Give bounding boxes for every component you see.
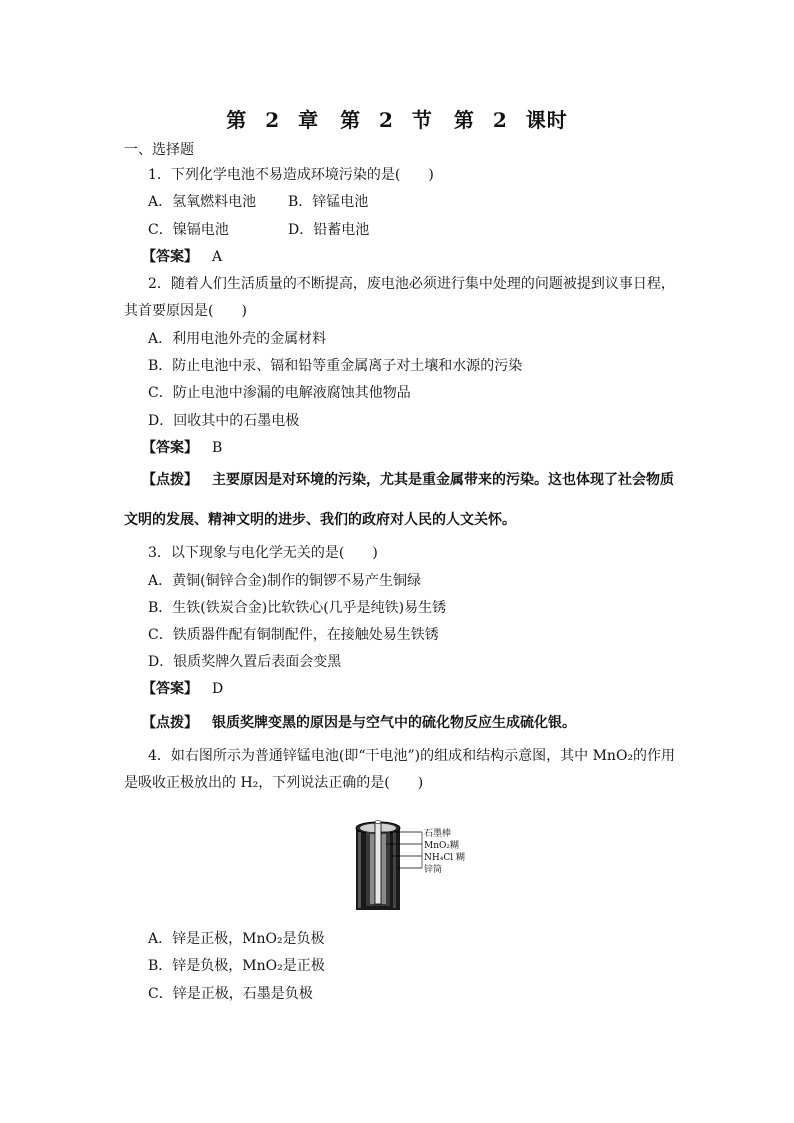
q1-option-c: C．镍镉电池 (148, 222, 229, 238)
can-shadow (393, 832, 396, 908)
q3-stem: 3．以下现象与电化学无关的是( ) (148, 545, 378, 561)
section-heading: 一、选择题 (124, 142, 194, 158)
q2-answer (142, 438, 222, 458)
q3-option-b: B．生铁(铁炭合金)比软铁心(几乎是纯铁)易生锈 (148, 600, 447, 616)
q1-option-b: B．锌锰电池 (288, 194, 369, 210)
q3-option-c: C．铁质器件配有铜制配件，在接触处易生铁锈 (148, 627, 439, 643)
label-mno2-paste: MnO₂糊 (424, 841, 459, 851)
tip-tag: 【点拨】 (142, 715, 198, 731)
q4-option-a: A．锌是正极，MnO₂是负极 (148, 931, 325, 947)
tip-tag: 【点拨】 (142, 472, 198, 488)
q3-option-a: A．黄铜(铜锌合金)制作的铜锣不易产生铜绿 (148, 573, 422, 589)
tip-text: 主要原因是对环境的污染，尤其是重金属带来的污染。这也体现了社会物质 (212, 472, 674, 488)
label-graphite-rod: 石墨棒 (424, 829, 452, 839)
answer-tag: 【答案】 (142, 440, 198, 456)
answer-tag: 【答案】 (142, 681, 198, 697)
q2-option-a: A．利用电池外壳的金属材料 (148, 331, 327, 347)
dry-cell-diagram (352, 818, 472, 914)
label-nh4cl-paste: NH₄Cl 糊 (424, 853, 465, 863)
q1-option-d: D．铅蓄电池 (288, 222, 370, 238)
q4-option-b: B．锌是负极，MnO₂是正极 (148, 958, 325, 974)
q4-option-c: C．锌是正极，石墨是负极 (148, 986, 313, 1002)
answer-value: A (212, 249, 223, 265)
q1-option-a: A．氢氧燃料电池 (148, 194, 257, 210)
q2-tip-line2: 文明的发展、精神文明的进步、我们的政府对人民的人文关怀。 (124, 512, 516, 528)
answer-tag: 【答案】 (142, 249, 198, 265)
answer-value: B (212, 440, 223, 456)
can-highlight (358, 832, 361, 908)
q2-stem-line2: 其首要原因是( ) (124, 303, 247, 319)
q2-option-d: D．回收其中的石墨电极 (148, 413, 300, 429)
q1-answer (142, 247, 222, 267)
q2-option-c: C．防止电池中渗漏的电解液腐蚀其他物品 (148, 385, 411, 401)
label-zinc-can: 锌筒 (424, 865, 443, 875)
answer-value: D (212, 681, 224, 697)
q3-option-d: D．银质奖牌久置后表面会变黑 (148, 654, 342, 670)
tip-text: 银质奖牌变黑的原因是与空气中的硫化物反应生成硫化银。 (212, 715, 576, 731)
q4-stem-line1: 4．如右图所示为普通锌锰电池(即“干电池”)的组成和结构示意图，其中 MnO₂的作用 (148, 748, 676, 764)
q2-tip-line1 (142, 470, 674, 490)
page-title: 第 2 章 第 2 节 第 2 课时 (226, 108, 568, 132)
q4-stem-line2: 是吸收正极放出的 H₂，下列说法正确的是( ) (124, 775, 424, 791)
q3-tip (142, 713, 576, 733)
q2-stem-line1: 2．随着人们生活质量的不断提高，废电池必须进行集中处理的问题被提到议事日程， (148, 276, 675, 292)
q2-option-b: B．防止电池中汞、镉和铅等重金属离子对土壤和水源的污染 (148, 358, 523, 374)
q3-answer (142, 679, 223, 699)
rod-cap (375, 821, 381, 824)
graphite-rod-shape (375, 822, 381, 904)
q1-stem: 1．下列化学电池不易造成环境污染的是( ) (148, 167, 434, 183)
